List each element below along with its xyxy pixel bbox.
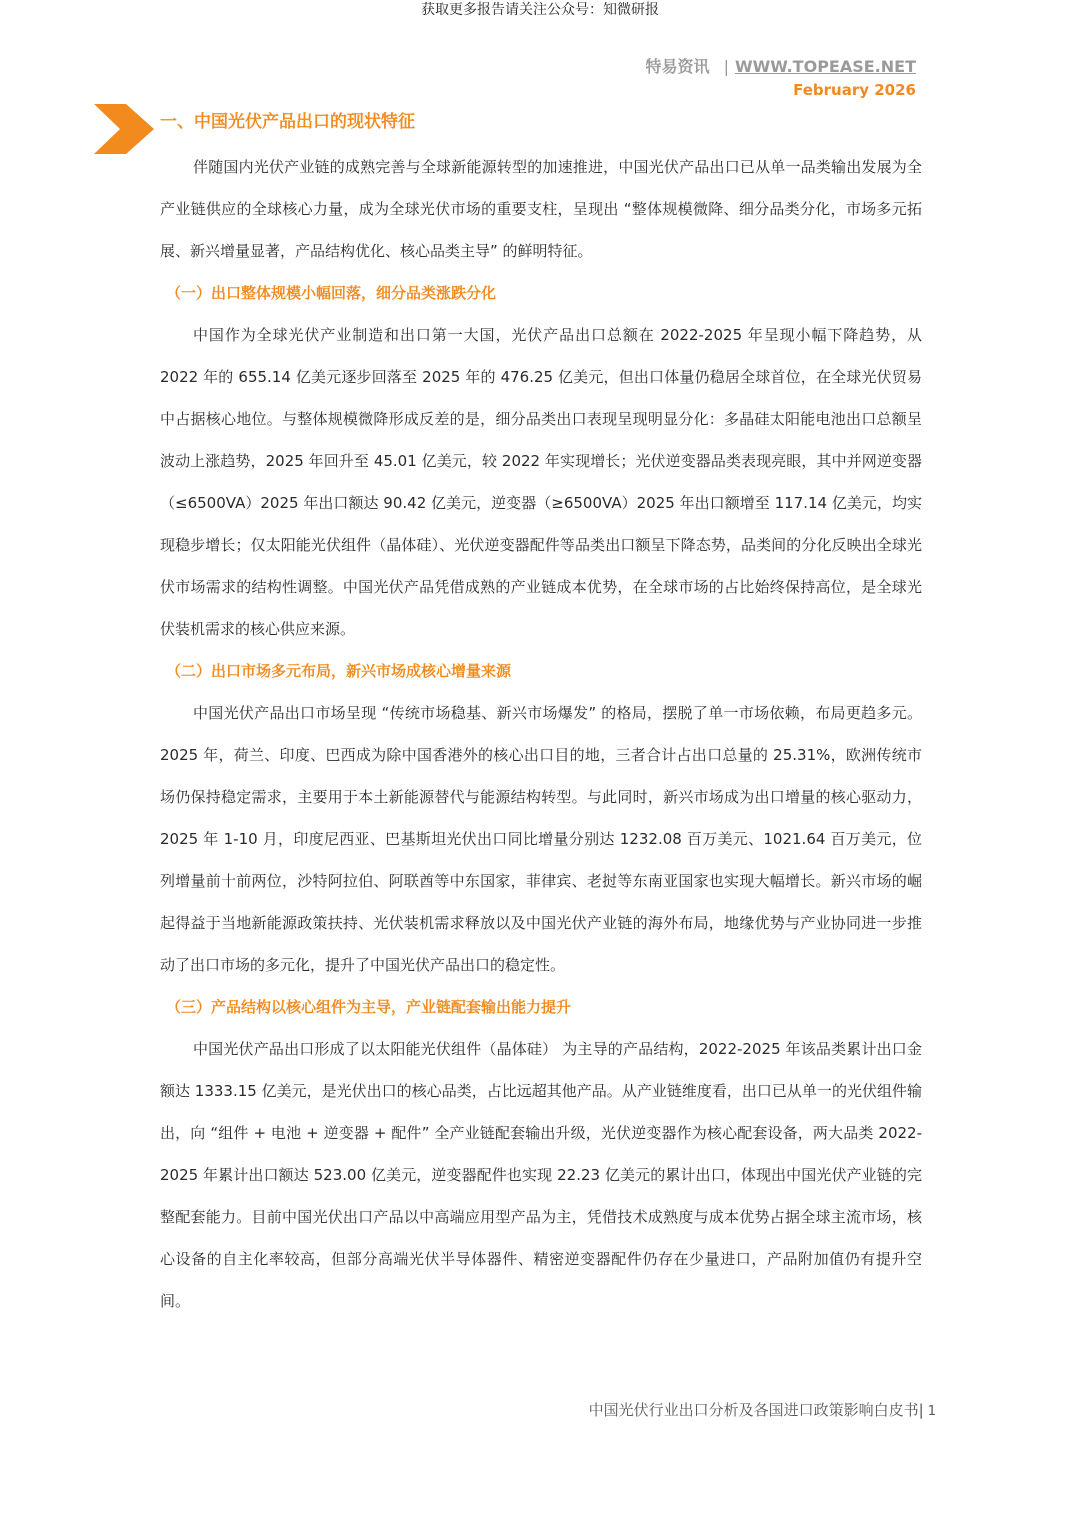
chevron-arrow-icon: [94, 104, 154, 154]
subsection-heading: （三）产品结构以核心组件为主导，产业链配套输出能力提升: [166, 998, 572, 1016]
subsection-heading: （一）出口整体规模小幅回落，细分品类涨跌分化: [166, 284, 497, 302]
subsection-heading: （二）出口市场多元布局，新兴市场成核心增量来源: [166, 662, 512, 680]
subsection-paragraph: 中国光伏产品出口形成了以太阳能光伏组件（晶体硅） 为主导的产品结构，2022-2025 年该品类累计出口金额达 1333.15 亿美元，是光伏出口的核心品类，占比远超其他产品。从产业链维度看，出口已从单一的光伏组件输出，向 “组件 + 电池 + 逆变器 + 配件” 全产业链配套输出升级，光伏逆变器作为核心配套设备，两大品类 2022-2025 年累计出口额达 523.00 亿美元，逆变器配件也实现 22.23 亿美元的累计出口，体现出中国光伏产业链的完整配套能力。目前中国光伏出口产品以中高端应用型产品为主，凭借技术成熟度与成本优势占据全球主流市场，核心设备的自主化率较高，但部分高端光伏半导体器件、精密逆变器配件仍存在少量进口，产品附加值仍有提升空间。: [160, 1040, 922, 1310]
section-title: 一、中国光伏产品出口的现状特征: [160, 112, 415, 132]
brand-header: [646, 56, 916, 78]
brand-separator: |: [723, 57, 729, 76]
subsection-paragraph: 中国光伏产品出口市场呈现 “传统市场稳基、新兴市场爆发” 的格局，摆脱了单一市场依赖，布局更趋多元。2025 年，荷兰、印度、巴西成为除中国香港外的核心出口目的地，三者合计占出口总量的 25.31%，欧洲传统市场仍保持稳定需求，主要用于本土新能源替代与能源结构转型。与此同时，新兴市场成为出口增量的核心驱动力，2025 年 1-10 月，印度尼西亚、巴基斯坦光伏出口同比增量分别达 1232.08 百万美元、1021.64 百万美元，位列增量前十前两位，沙特阿拉伯、阿联酋等中东国家，菲律宾、老挝等东南亚国家也实现大幅增长。新兴市场的崛起得益于当地新能源政策扶持、光伏装机需求释放以及中国光伏产业链的海外布局，地缘优势与产业协同进一步推动了出口市场的多元化，提升了中国光伏产品出口的稳定性。: [160, 704, 922, 974]
intro-paragraph: 伴随国内光伏产业链的成熟完善与全球新能源转型的加速推进，中国光伏产品出口已从单一品类输出发展为全产业链供应的全球核心力量，成为全球光伏市场的重要支柱，呈现出 “整体规模微降、细分品类分化，市场多元拓展、新兴增量显著，产品结构优化、核心品类主导” 的鲜明特征。: [160, 158, 922, 260]
footer-doc-title: 中国光伏行业出口分析及各国进口政策影响白皮书|: [588, 1401, 924, 1419]
page-footer: [589, 1399, 936, 1423]
report-date: February 2026: [793, 81, 916, 99]
section-body: [160, 146, 922, 1322]
website-link[interactable]: WWW.TOPEASE.NET: [734, 57, 916, 76]
page-number: 1: [927, 1404, 936, 1419]
subsection-paragraph: 中国作为全球光伏产业制造和出口第一大国，光伏产品出口总额在 2022-2025 年呈现小幅下降趋势，从 2022 年的 655.14 亿美元逐步回落至 2025 年的 476.25 亿美元，但出口体量仍稳居全球首位，在全球光伏贸易中占据核心地位。与整体规模微降形成反差的是，细分品类出口表现呈现明显分化：多晶硅太阳能电池出口总额呈波动上涨趋势，2025 年回升至 45.01 亿美元，较 2022 年实现增长；光伏逆变器品类表现亮眼，其中并网逆变器（≤6500VA）2025 年出口额达 90.42 亿美元，逆变器（≥6500VA）2025 年出口额增至 117.14 亿美元，均实现稳步增长；仅太阳能光伏组件（晶体硅）、光伏逆变器配件等品类出口额呈下降态势，品类间的分化反映出全球光伏市场需求的结构性调整。中国光伏产品凭借成熟的产业链成本优势，在全球市场的占比始终保持高位，是全球光伏装机需求的核心供应来源。: [160, 326, 922, 638]
top-note: 获取更多报告请关注公众号：知微研报: [421, 2, 659, 18]
brand-name: 特易资讯: [645, 57, 710, 76]
